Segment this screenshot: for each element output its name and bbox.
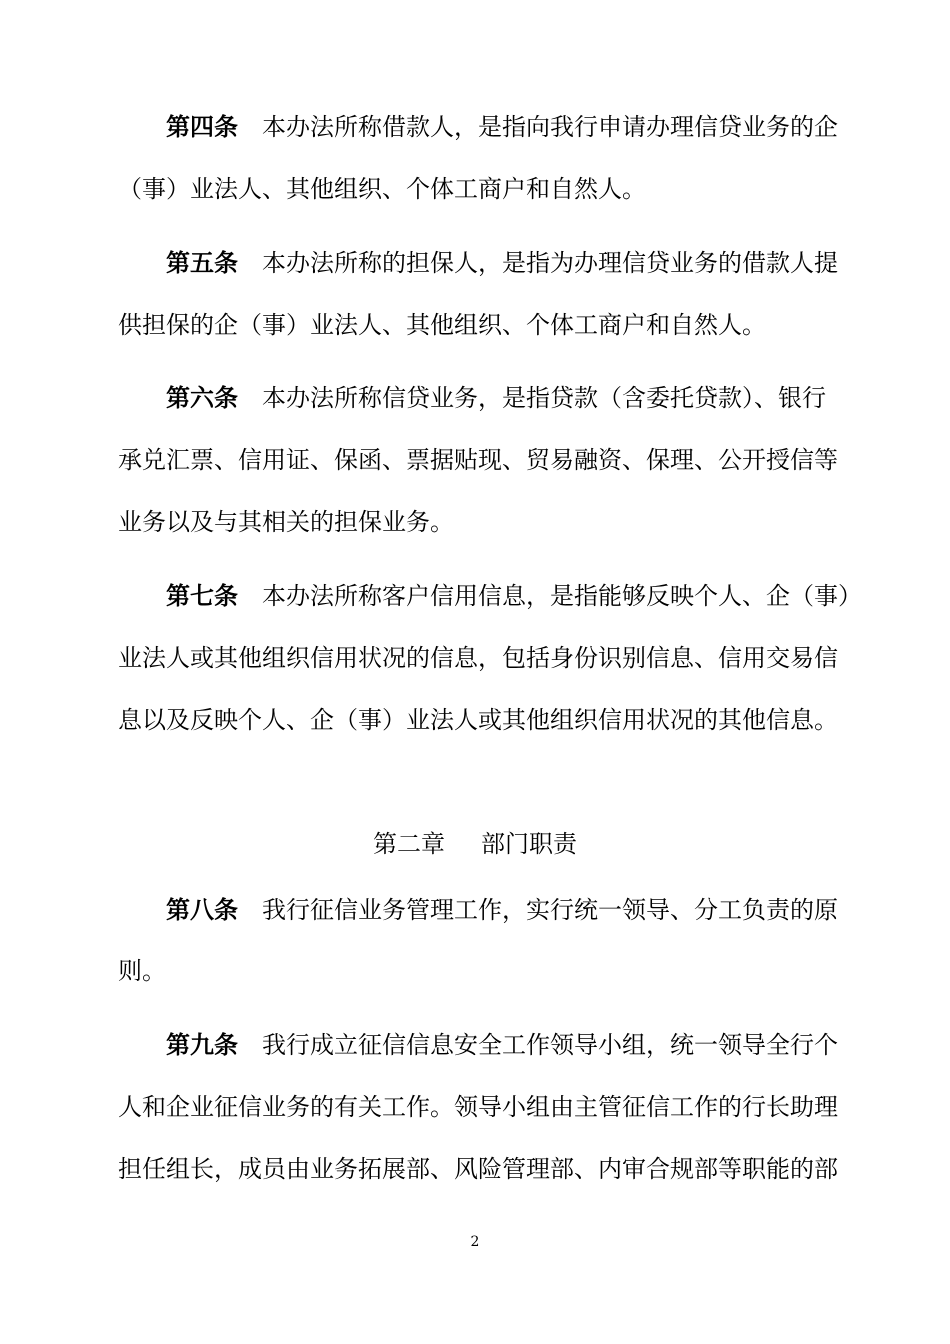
- chapter-name: 部门职责: [481, 830, 577, 858]
- article-7-line-2: 业法人或其他组织信用状况的信息，包括身份识别信息、信用交易信: [118, 644, 838, 672]
- article-6-line-1: [166, 383, 832, 413]
- article-8-line-2: 则。: [118, 957, 166, 985]
- article-6-line-2: 承兑汇票、信用证、保函、票据贴现、贸易融资、保理、公开授信等: [118, 446, 838, 474]
- article-7-line-1: [166, 581, 862, 611]
- page-number: 2: [470, 1234, 480, 1250]
- article-5-text-1: 本办法所称的担保人，是指为办理信贷业务的借款人提: [262, 249, 838, 277]
- article-7-text-1: 本办法所称客户信用信息，是指能够反映个人、企（事）: [262, 582, 862, 610]
- article-9-text-1: 我行成立征信信息安全工作领导小组，统一领导全行个: [262, 1031, 838, 1059]
- article-4-text-1: 本办法所称借款人，是指向我行申请办理信贷业务的企: [262, 113, 838, 141]
- article-7-line-3: 息以及反映个人、企（事）业法人或其他组织信用状况的其他信息。: [118, 706, 838, 734]
- article-7-title: 第七条: [166, 582, 238, 610]
- chapter-number: 第二章: [373, 830, 445, 858]
- article-6-text-1: 本办法所称信贷业务，是指贷款（含委托贷款）、银行: [262, 384, 826, 412]
- chapter-heading: [0, 829, 950, 859]
- article-5-title: 第五条: [166, 249, 238, 277]
- article-8-text-1: 我行征信业务管理工作，实行统一领导、分工负责的原: [262, 896, 838, 924]
- article-4-title: 第四条: [166, 113, 238, 141]
- article-4-line-2: （事）业法人、其他组织、个体工商户和自然人。: [118, 175, 646, 203]
- article-9-title: 第九条: [166, 1031, 238, 1059]
- article-9-line-2: 人和企业征信业务的有关工作。领导小组由主管征信工作的行长助理: [118, 1093, 838, 1121]
- article-4-line-1: [166, 112, 838, 142]
- article-9-line-1: [166, 1030, 838, 1060]
- article-8-title: 第八条: [166, 896, 238, 924]
- article-5-line-1: [166, 248, 838, 278]
- article-9-line-3: 担任组长，成员由业务拓展部、风险管理部、内审合规部等职能的部: [118, 1155, 838, 1183]
- article-8-line-1: [166, 895, 838, 925]
- article-6-title: 第六条: [166, 384, 238, 412]
- article-5-line-2: 供担保的企（事）业法人、其他组织、个体工商户和自然人。: [118, 311, 766, 339]
- article-6-line-3: 业务以及与其相关的担保业务。: [118, 508, 454, 536]
